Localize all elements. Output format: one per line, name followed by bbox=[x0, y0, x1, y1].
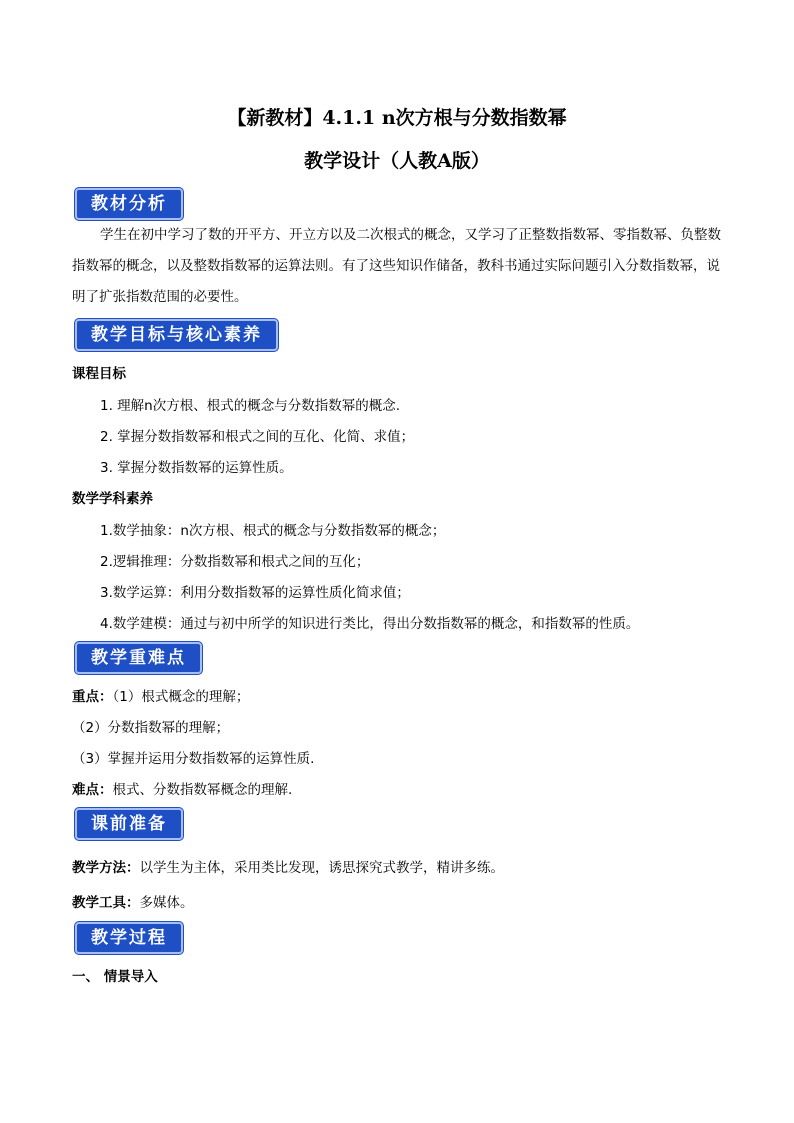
key-point-text: （1）根式概念的理解； bbox=[112, 689, 250, 705]
course-goal-item: 2. 掌握分数指数幂和根式之间的互化、化简、求值； bbox=[100, 429, 415, 445]
literacy-heading: 数学学科素养 bbox=[72, 491, 153, 507]
method-text: 以学生为主体，采用类比发现，诱思探究式教学，精讲多练。 bbox=[139, 860, 504, 876]
section-badge-preparation: 课前准备 bbox=[75, 808, 183, 840]
section-badge-process: 教学过程 bbox=[75, 922, 183, 954]
tools-text: 多媒体。 bbox=[139, 895, 194, 911]
method-line bbox=[72, 856, 504, 876]
difficulty-label: 难点： bbox=[72, 782, 113, 798]
tools-line bbox=[72, 891, 194, 911]
method-label: 教学方法： bbox=[72, 860, 140, 876]
literacy-item: 4.数学建模：通过与初中所学的知识进行类比，得出分数指数幂的概念，和指数幂的性质。 bbox=[100, 616, 640, 632]
difficulty-line bbox=[72, 778, 292, 798]
process-step-heading: 一、 情景导入 bbox=[72, 969, 158, 985]
key-point-line bbox=[72, 685, 249, 705]
section-badge-goals: 教学目标与核心素养 bbox=[75, 319, 278, 351]
key-point-item: （2）分数指数幂的理解； bbox=[72, 720, 230, 736]
literacy-item: 3.数学运算：利用分数指数幂的运算性质化简求值； bbox=[100, 585, 410, 601]
course-goal-item: 3. 掌握分数指数幂的运算性质。 bbox=[100, 460, 293, 476]
section-badge-key-points: 教学重难点 bbox=[75, 642, 202, 674]
difficulty-text: 根式、分数指数幂概念的理解. bbox=[112, 782, 293, 798]
analysis-paragraph: 学生在初中学习了数的开平方、开立方以及二次根式的概念，又学习了正整数指数幂、零指数幂、负整数指数幂的概念，以及整数指数幂的运算法则。有了这些知识作储备，教科书通过实际问题引入分数指数幂，说明了扩张指数范围的必要性。 bbox=[72, 227, 721, 305]
tools-label: 教学工具： bbox=[72, 895, 140, 911]
document-subtitle: 教学设计（人教A版） bbox=[304, 150, 490, 172]
course-goals-heading: 课程目标 bbox=[72, 366, 126, 382]
course-goal-item: 1. 理解n次方根、根式的概念与分数指数幂的概念. bbox=[100, 398, 401, 414]
key-point-label: 重点： bbox=[72, 689, 113, 705]
literacy-item: 2.逻辑推理：分数指数幂和根式之间的互化； bbox=[100, 554, 370, 570]
literacy-item: 1.数学抽象：n次方根、根式的概念与分数指数幂的概念； bbox=[100, 523, 446, 539]
key-point-item: （3）掌握并运用分数指数幂的运算性质. bbox=[72, 751, 315, 767]
section-badge-analysis: 教材分析 bbox=[75, 188, 183, 220]
document-title: 【新教材】4.1.1 n次方根与分数指数幂 bbox=[227, 107, 567, 129]
